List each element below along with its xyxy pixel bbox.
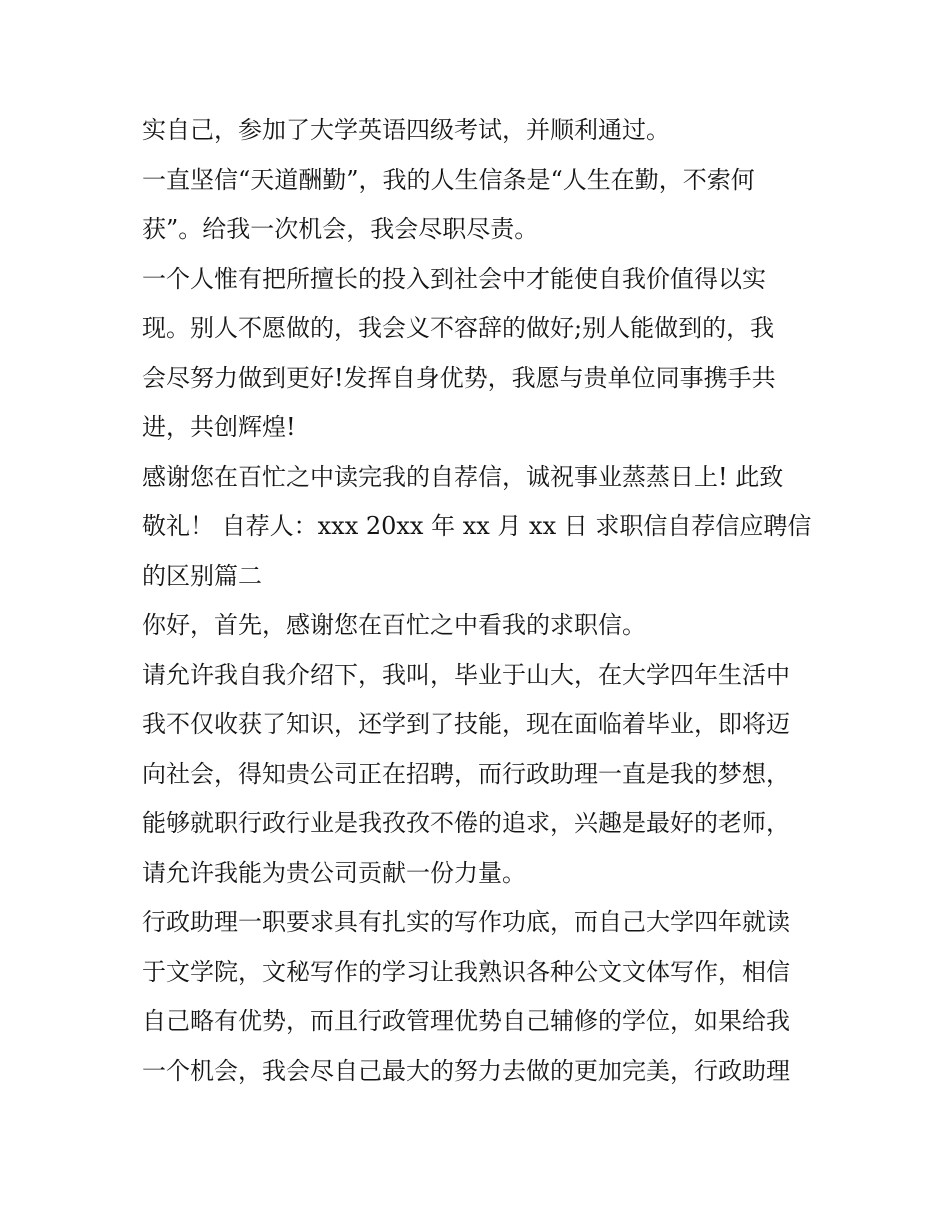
text-line: 一个机会，我会尽自己最大的努力去做的更加完美，行政助理 [142, 1056, 790, 1085]
text-line: 敬礼！ 自荐人：xxx 20xx 年 xx 月 xx 日 求职信自荐信应聘信 [142, 512, 812, 540]
text-line: 能够就职行政行业是我孜孜不倦的追求，兴趣是最好的老师， [142, 809, 790, 837]
text-line: 进，共创辉煌! [142, 413, 296, 441]
text-line: 实自己，参加了大学英语四级考试，并顺利通过。 [142, 116, 670, 144]
text-line: 你好，首先，感谢您在百忙之中看我的求职信。 [142, 611, 646, 639]
text-line: 向社会，得知贵公司正在招聘，而行政助理一直是我的梦想， [142, 759, 790, 788]
text-line: 的区别篇二 [142, 561, 262, 590]
text-line: 一个人惟有把所擅长的投入到社会中才能使自我价值得以实 [142, 264, 766, 293]
text-line: 现。别人不愿做的，我会义不容辞的做好;别人能做到的，我 [142, 314, 775, 342]
text-line: 请允许我能为贵公司贡献一份力量。 [142, 858, 526, 887]
document-body [142, 106, 832, 1096]
text-line: 于文学院，文秘写作的学习让我熟识各种公文文体写作，相信 [142, 957, 790, 986]
text-line: 一直坚信“天道酬勤”，我的人生信条是“人生在勤，不索何 [142, 165, 755, 194]
text-line: 感谢您在百忙之中读完我的自荐信，诚祝事业蒸蒸日上! 此致 [142, 462, 784, 491]
text-line: 自己略有优势，而且行政管理优势自己辅修的学位，如果给我 [142, 1007, 790, 1035]
text-line: 行政助理一职要求具有扎实的写作功底，而自己大学四年就读 [142, 908, 790, 936]
text-line: 会尽努力做到更好!发挥自身优势，我愿与贵单位同事携手共 [142, 363, 776, 392]
text-line: 请允许我自我介绍下，我叫，毕业于山大，在大学四年生活中 [142, 660, 790, 689]
text-line: 我不仅收获了知识，还学到了技能，现在面临着毕业，即将迈 [142, 710, 790, 738]
text-line: 获”。给我一次机会，我会尽职尽责。 [142, 215, 539, 243]
